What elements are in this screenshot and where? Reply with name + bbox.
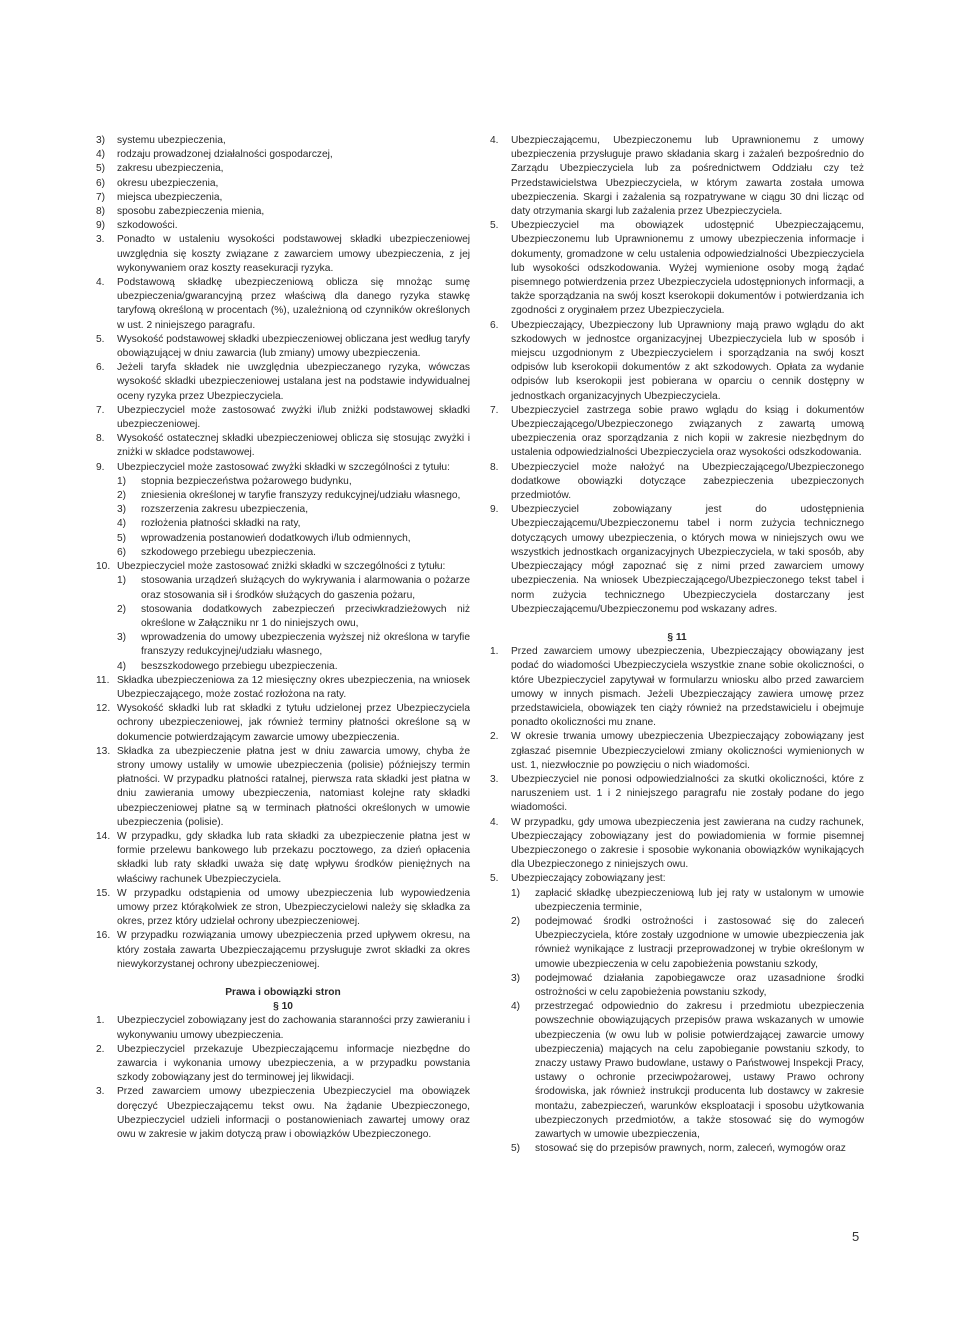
clause-item xyxy=(490,887,864,915)
clause-text: Ubezpieczyciel zobowiązany jest do zachowania staranności przy zawieraniu i wykonywaniu umowy ubezpieczenia. xyxy=(117,1015,470,1041)
clause-text: W przypadku rozwiązania umowy ubezpieczenia przed upływem okresu, na który została zawarta Ubezpieczającemu przysługuje zwrot składki za okres niewykorzystanej ochrony ubezpieczeniowej. xyxy=(117,930,470,970)
clause-text: rozszerzenia zakresu ubezpieczenia, xyxy=(141,504,309,516)
clause-number: 3. xyxy=(96,234,105,246)
clause-item xyxy=(96,503,470,517)
clause-number: 1) xyxy=(117,475,127,487)
clause-text: Wysokość składki lub rat składki z tytułu udzielonej przez Ubezpieczyciela ochrony ubezpieczeniowej, jak również terminy płatności określone są w dokumencie potwierdzającym zawarcie umowy ubezpieczenia. xyxy=(117,703,470,743)
clause-item xyxy=(96,333,470,361)
clause-item xyxy=(96,660,470,674)
page-number: 5 xyxy=(852,1229,860,1244)
clause-item xyxy=(490,319,864,404)
clause-number: 1. xyxy=(96,1015,105,1027)
clause-text: stosowania dodatkowych zabezpieczeń przeciwkradzieżowych niż określone w Załączniku nr 1 do niniejszych owu, xyxy=(141,603,470,629)
clause-text: szkodowości. xyxy=(117,220,178,232)
clause-number: 5) xyxy=(96,163,106,175)
clause-text: Wysokość ostatecznej składki ubezpieczeniowej oblicza się stosując zwyżki i zniżki w składce podstawowej. xyxy=(117,433,470,459)
clause-number: 3) xyxy=(117,504,127,516)
clause-item xyxy=(96,1085,470,1142)
clause-item xyxy=(96,276,470,333)
clause-item xyxy=(490,134,864,219)
clause-text: zakresu ubezpieczenia, xyxy=(117,163,224,175)
clause-text: Przed zawarciem umowy ubezpieczenia Ubezpieczyciel ma obowiązek doręczyć Ubezpieczającemu tekst owu. Na żądanie Ubezpieczonego, Ubezpieczyciel udzieli informacji o postanowieniach zawartej umowy oraz owu w zakresie w jakim dotyczą praw i obowiązków Ubezpieczonego. xyxy=(117,1086,470,1141)
clause-number: 5. xyxy=(490,220,499,232)
clause-number: 4) xyxy=(117,660,127,672)
clause-number: 9. xyxy=(490,504,499,516)
clause-item xyxy=(96,745,470,830)
clause-text: stosować się do przepisów prawnych, norm, zaleceń, wymogów oraz xyxy=(535,1143,846,1155)
clause-text: beszszkodowego przebiegu ubezpieczenia. xyxy=(141,660,338,672)
clause-text: podejmować działania zapobiegawcze oraz uzasadnione środki ostrożności w celu zapobieżenia powstaniu szkody, xyxy=(535,972,864,998)
clause-text: Ubezpieczyciel zastrzega sobie prawo wglądu do ksiąg i dokumentów Ubezpieczającego/Ubezpieczonego związanych z zawartą umową ubezpieczenia oraz sporządzania z nich kopii w zakresie niezbędnym do ustalenia odpowiedzialności Ubezpieczyciela oraz wysokości odszkodowania. xyxy=(511,404,864,459)
clause-text: zniesienia określonej w taryfie franszyzy redukcyjnej/udziału własnego, xyxy=(141,490,461,502)
clause-text: stopnia bezpieczeństwa pożarowego budynku, xyxy=(141,475,352,487)
clause-item xyxy=(490,872,864,886)
clause-number: 8. xyxy=(490,461,499,473)
clause-item xyxy=(96,532,470,546)
clause-number: 4) xyxy=(117,518,127,530)
clause-text: systemu ubezpieczenia, xyxy=(117,135,226,146)
clause-text: Ubezpieczyciel nie ponosi odpowiedzialności za skutki okoliczności, które z naruszeniem ust. 1 i 2 niniejszego paragrafu nie zostały podane do jego wiadomości. xyxy=(511,773,864,814)
clause-number: 13. xyxy=(96,745,111,757)
clause-text: Wysokość podstawowej składki ubezpieczeniowej obliczana jest według taryfy obowiązującej w dniu zawarcia (lub zmiany) umowy ubezpieczenia. xyxy=(117,333,470,360)
clause-item xyxy=(490,773,864,816)
clause-text: wprowadzenia do umowy ubezpieczenia wyższej niż określona w taryfie franszyzy redukcyjnej/udziału własnego, xyxy=(141,632,470,658)
clause-item xyxy=(96,603,470,631)
clause-text: W przypadku, gdy umowa ubezpieczenia jest zawierana na cudzy rachunek, Ubezpieczający zobowiązany jest do powiadomienia w formie pisemnej Ubezpieczonego o zakresie i sposobie wykonania obowiązków wynikających dla Ubezpieczonego z niniejszych owu. xyxy=(511,816,864,871)
clause-number: 3) xyxy=(511,972,521,984)
clause-number: 1) xyxy=(511,887,521,899)
clause-number: 6) xyxy=(117,546,127,558)
clause-number: 3. xyxy=(490,773,499,785)
clause-number: 10. xyxy=(96,561,111,573)
clause-number: 14. xyxy=(96,830,111,842)
clause-number: 6. xyxy=(490,319,499,331)
clause-text: Ubezpieczający, Ubezpieczony lub Uprawniony mają prawo wglądu do akt szkodowych w jednostce organizacyjnej Ubezpieczyciela lub w sposób i miejscu uzgodnionym z Ubezpieczycielem i sporządzania na swój koszt odpisów lub kserokopii dokumentów z akt szkodowych. Opłata za wydanie odpisów lub kserokopii jest pobierana w oparciu o cennik dostępny w jednostkach organizacyjnych Ubezpieczyciela. xyxy=(511,319,864,402)
clause-item xyxy=(96,177,470,191)
clause-number: 15. xyxy=(96,887,111,899)
clause-text: W okresie trwania umowy ubezpieczenia Ubezpieczający zobowiązany jest zgłaszać pisemnie Ubezpieczycielowi zmiany okoliczności wymienionych w ust. 1, niezwłocznie po powzięciu o nich wiadomości. xyxy=(511,731,864,771)
clause-number: 7. xyxy=(96,404,105,416)
clause-text: Ponadto w ustaleniu wysokości podstawowej składki ubezpieczeniowej uwzględnia się koszty związane z zawarciem umowy ubezpieczenia, z jej wykonywaniem oraz koszty reasekuracji ryzyka. xyxy=(117,234,470,274)
clause-item xyxy=(96,887,470,930)
clause-text: Ubezpieczyciel może zastosować zniżki składki w szczególności z tytułu: xyxy=(117,561,446,573)
clause-item xyxy=(96,432,470,460)
clause-item xyxy=(96,461,470,475)
clause-item xyxy=(96,134,470,148)
left-column xyxy=(96,134,470,1142)
clause-number: 2) xyxy=(511,915,521,927)
clause-number: 3. xyxy=(96,1086,105,1098)
clause-number: 5) xyxy=(117,532,127,544)
clause-item xyxy=(96,560,470,574)
clause-item xyxy=(96,702,470,745)
clause-number: 6. xyxy=(96,362,105,374)
clause-number: 8) xyxy=(96,206,106,218)
clause-number: 5) xyxy=(511,1143,521,1155)
clause-number: 3) xyxy=(96,135,106,146)
clause-number: 2) xyxy=(117,490,127,502)
clause-text: Ubezpieczyciel może zastosować zwyżki i/lub zniżki podstawowej składki ubezpieczeniowej. xyxy=(117,404,470,431)
clause-number: 7) xyxy=(96,191,106,203)
clause-item xyxy=(96,233,470,276)
clause-item xyxy=(490,1142,864,1156)
clause-item xyxy=(96,475,470,489)
clause-text: miejsca ubezpieczenia, xyxy=(117,191,223,203)
clause-item xyxy=(490,461,864,504)
clause-item xyxy=(96,148,470,162)
clause-item xyxy=(490,1000,864,1142)
clause-item xyxy=(490,404,864,461)
clause-number: 9. xyxy=(96,461,105,473)
clause-text: rodzaju prowadzonej działalności gospodarczej, xyxy=(117,149,333,161)
clause-text: Podstawową składkę ubezpieczeniową oblicza się mnożąc sumę ubezpieczenia/gwarancyjną przez właściwą dla danego ryzyka stawkę taryfową określoną w procentach (%), uzależnioną od czynników określonych w ust. 2 niniejszego paragrafu. xyxy=(117,277,470,331)
section-heading: § 10 xyxy=(273,1001,293,1013)
clause-text: Ubezpieczyciel może nałożyć na Ubezpieczającego/Ubezpieczonego dodatkowe obowiązki dotyczące zabezpieczenia ubezpieczonych przedmiotów. xyxy=(511,461,864,502)
clause-number: 8. xyxy=(96,433,105,445)
clause-item xyxy=(96,674,470,702)
clause-text: rozłożenia płatności składki na raty, xyxy=(141,518,301,530)
clause-item xyxy=(490,915,864,972)
clause-text: okresu ubezpieczenia, xyxy=(117,177,219,189)
clause-text: przestrzegać odpowiednio do zakresu i przedmiotu ubezpieczenia powszechnie obowiązujących przepisów prawa wskazanych w umowie ubezpieczenia (w owu lub w polisie potwierdzającej zawarcie umowy ubezpieczenia) mających na celu zapobieganie powstaniu szkody, to znaczy ustawy Prawo budowlane, ustawy o Państwowej Inspekcji Pracy, ustawy o ochronie przeciwpożarowej, ustawy Prawo ochrony środowiska, jak również instrukcji producenta lub dostawcy w zakresie montażu, zabezpieczeń, warunków eksploatacji i sposobu użytkowania ubezpieczonych przedmiotów, a także stosować się do wymogów zawartych w umowie ubezpieczenia, xyxy=(535,1001,864,1141)
clause-number: 7. xyxy=(490,404,499,416)
clause-item xyxy=(96,830,470,887)
clause-number: 1. xyxy=(490,646,499,658)
clause-number: 2) xyxy=(117,603,127,615)
clause-number: 4. xyxy=(490,816,499,828)
clause-text: Ubezpieczający zobowiązany jest: xyxy=(511,873,666,885)
clause-number: 12. xyxy=(96,703,111,715)
clause-text: W przypadku, gdy składka lub rata składki za ubezpieczenie płatna jest w formie przelewu bankowego lub przekazu pocztowego, za dzień opłacenia składki lub raty składki uważa się datę wpływu środków pieniężnych na właściwy rachunek Ubezpieczyciela. xyxy=(117,830,470,885)
clause-item xyxy=(96,517,470,531)
clause-text: wprowadzenia postanowień dodatkowych i/lub odmiennych, xyxy=(141,532,411,544)
clause-item xyxy=(490,972,864,1000)
clause-text: Składka ubezpieczeniowa za 12 miesięczny okres ubezpieczenia, na wniosek Ubezpieczającego, może zostać rozłożona na raty. xyxy=(117,674,470,700)
clause-item xyxy=(96,219,470,233)
section-heading: § 11 xyxy=(667,631,687,643)
clause-text: podejmować środki ostrożności i zastosować się do zaleceń Ubezpieczyciela, które zostały uzgodnione w umowie ubezpieczenia jak również wynikające z lustracji przeprowadzonej w trybie określonym w umowie ubezpieczenia w celu zapobieżenia powstaniu szkody, xyxy=(535,915,864,970)
clause-item xyxy=(490,816,864,873)
clause-item xyxy=(490,503,864,617)
clause-number: 5. xyxy=(96,333,105,345)
clause-text: Ubezpieczyciel zobowiązany jest do udostępnienia Ubezpieczającemu/Ubezpieczonemu tabel i norm zużycia technicznego dotyczących umowy ubezpieczenia, o których mowa w niniejszych owu we wszystkich jednostkach organizacyjnych Ubezpieczyciela, w taki sposób, aby Ubezpieczający mógł zapoznać się z nimi przed zawarciem umowy ubezpieczenia. Na wniosek Ubezpieczającego/Ubezpieczonego tekst tabel i norm zużycia technicznego Ubezpieczyciela dostarczany jest Ubezpieczającemu/Ubezpieczonemu pod wskazany adres. xyxy=(511,504,864,615)
clause-text: Jeżeli taryfa składek nie uwzględnia ubezpieczanego ryzyka, wówczas wysokość składki ubezpieczeniowej ustalana jest na podstawie indywidualnej oceny ryzyka przez Ubezpieczyciela. xyxy=(117,362,470,402)
clause-text: Ubezpieczyciel ma obowiązek udostępnić Ubezpieczającemu, Ubezpieczonemu lub Uprawnionemu z umowy ubezpieczenia informacje i dokumenty, gromadzone w celu ustalenia odpowiedzialności Ubezpieczyciela lub wysokości odszkodowania. Wyżej wymienione osoby mogą żądać pisemnego potwierdzenia przez Ubezpieczyciela udostępnionych informacji, a także sporządzania na swój koszt kserokopii dokumentów i potwierdzania ich zgodności z oryginałem przez Ubezpieczyciela. xyxy=(511,220,864,317)
clause-item xyxy=(490,645,864,730)
clause-text: Ubezpieczyciel może zastosować zwyżki składki w szczególności z tytułu: xyxy=(117,461,450,473)
clause-item xyxy=(490,219,864,318)
clause-number: 9) xyxy=(96,220,106,232)
section-gap xyxy=(490,617,864,631)
clause-item xyxy=(96,191,470,205)
clause-number: 4. xyxy=(490,135,499,146)
clause-number: 16. xyxy=(96,930,111,942)
clause-number: 2. xyxy=(490,731,499,743)
clause-number: 4) xyxy=(511,1001,521,1013)
clause-number: 2. xyxy=(96,1043,105,1055)
clause-number: 3) xyxy=(117,632,127,644)
clause-number: 5. xyxy=(490,873,499,885)
clause-item xyxy=(96,929,470,972)
clause-item xyxy=(96,489,470,503)
clause-text: W przypadku odstąpienia od umowy ubezpieczenia lub wypowiedzenia umowy przez którąkolwiek ze stron, Ubezpieczycielowi należy się składka za okres, przez który udzielał ochrony ubezpieczeniowej. xyxy=(117,887,470,928)
clause-text: Przed zawarciem umowy ubezpieczenia, Ubezpieczający obowiązany jest podać do wiadomości Ubezpieczyciela wszystkie znane sobie okoliczności, o które Ubezpieczyciel zapytywał w formularzu wniosku albo przed zawarciem umowy w innych pismach. Jeżeli Ubezpieczający zawiera umowę przez przedstawiciela, obowiązek ten ciąży również na przedstawicielu i obejmuje ponadto okoliczności mu znane. xyxy=(511,646,864,729)
clause-number: 1) xyxy=(117,575,127,587)
clause-item xyxy=(96,631,470,659)
clause-text: sposobu zabezpieczenia mienia, xyxy=(117,206,265,218)
clause-item xyxy=(96,162,470,176)
clause-item xyxy=(96,574,470,602)
clause-item xyxy=(96,404,470,432)
clause-number: 4. xyxy=(96,277,105,289)
clause-text: Ubezpieczającemu, Ubezpieczonemu lub Uprawnionemu z umowy ubezpieczenia przysługuje prawo składania skarg i zażaleń bezpośrednio do Zarządu Ubezpieczyciela lub za pośrednictwem Oddziału czy też Przedstawicielstwa Ubezpieczyciela, w którym zawarta została umowa ubezpieczenia. Skargi i zażalenia są rozpatrywane w ciągu 30 dni licząc od daty otrzymania skargi lub zażalenia przez Ubezpieczyciela. xyxy=(511,135,864,218)
clause-text: stosowania urządzeń służących do wykrywania i alarmowania o pożarze oraz stosowania sił i środków służących do gaszenia pożaru, xyxy=(141,575,470,601)
section-heading: Prawa i obowiązki stron xyxy=(225,986,341,998)
clause-item xyxy=(96,546,470,560)
section-gap xyxy=(96,972,470,986)
clause-item xyxy=(96,1043,470,1086)
clause-number: 6) xyxy=(96,177,106,189)
clause-item xyxy=(96,205,470,219)
clause-item xyxy=(490,730,864,773)
clause-item xyxy=(96,1014,470,1042)
clause-item xyxy=(96,361,470,404)
clause-text: Składka za ubezpieczenie płatna jest w dniu zawarcia umowy, chyba że strony umowy ustaliły w umowie ubezpieczenia (polisie) późniejszy termin płatności. W przypadku płatności ratalnej, pierwsza rata składki jest płatna w dniu zawierania umowy ubezpieczenia, natomiast kolejne raty składki ubezpieczeniowej płatne są w terminach płatności określonych w umowie ubezpieczenia (polisie). xyxy=(117,745,470,828)
clause-text: szkodowego przebiegu ubezpieczenia. xyxy=(141,546,317,558)
clause-text: Ubezpieczyciel przekazuje Ubezpieczającemu informacje niezbędne do zawarcia i wykonania umowy ubezpieczenia, a w przypadku powstania szkody zobowiązany jest do terminowej jej likwidacji. xyxy=(117,1043,470,1084)
right-column xyxy=(490,134,864,1156)
clause-number: 11. xyxy=(96,674,110,686)
clause-number: 4) xyxy=(96,149,106,161)
clause-text: zapłacić składkę ubezpieczeniową lub jej raty w ustalonym w umowie ubezpieczenia terminie, xyxy=(535,887,864,913)
